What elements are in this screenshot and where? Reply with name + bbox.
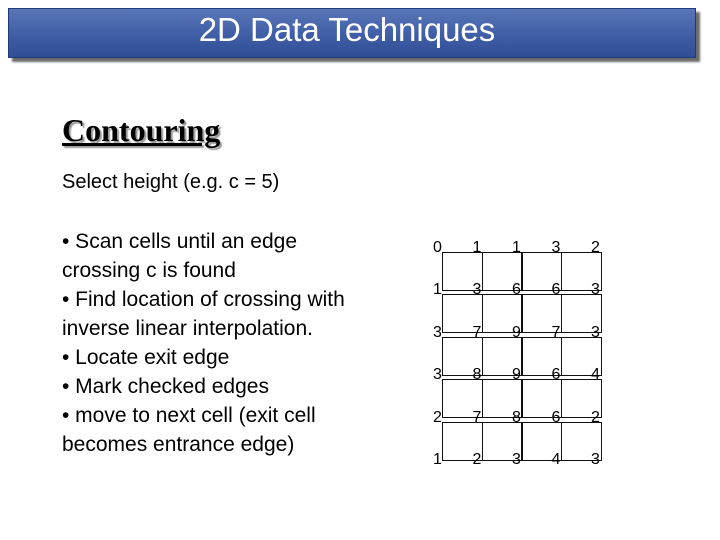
grid-value: 1 xyxy=(433,282,473,324)
grid-value: 7 xyxy=(552,325,592,367)
section-heading: Contouring xyxy=(62,112,221,148)
grid-value: 9 xyxy=(512,367,552,409)
grid-value: 7 xyxy=(473,325,513,367)
bullet-list xyxy=(62,227,362,459)
grid-value: 4 xyxy=(551,450,561,468)
slide-title: 2D Data Techniques xyxy=(198,11,496,48)
grid-value: 3 xyxy=(433,367,473,409)
grid-value: 1 xyxy=(433,450,442,468)
grid-value: 7 xyxy=(473,410,513,452)
grid-value: 8 xyxy=(512,410,552,452)
grid-value: 3 xyxy=(591,450,600,468)
grid-value: 9 xyxy=(512,325,552,367)
bullet-item: • Mark checked edges xyxy=(62,375,269,398)
subtitle-text: Select height (e.g. c = 5) xyxy=(62,171,280,193)
grid-value: 3 xyxy=(552,240,592,282)
grid-value: 0 xyxy=(433,240,473,282)
bullet-item: • Scan cells until an edge crossing c is found xyxy=(62,230,297,282)
grid-value: 1 xyxy=(473,240,513,282)
bullet-item: • Find location of crossing with inverse linear interpolation. xyxy=(62,288,345,340)
grid-value: 6 xyxy=(552,410,592,452)
grid-value: 4 xyxy=(591,366,600,384)
grid-value: 3 xyxy=(591,323,600,341)
grid-value: 1 xyxy=(512,240,552,282)
grid-value: 6 xyxy=(552,367,592,409)
grid-value: 8 xyxy=(473,367,513,409)
grid-value: 2 xyxy=(472,450,482,468)
grid-value: 6 xyxy=(512,282,552,324)
grid-value: 3 xyxy=(591,281,600,299)
grid-value: 3 xyxy=(512,450,521,468)
value-grid xyxy=(433,240,631,494)
bullet-item: • Locate exit edge xyxy=(62,346,230,369)
grid-value: 6 xyxy=(552,282,592,324)
bullet-item: • move to next cell (exit cell becomes entrance edge) xyxy=(62,404,316,456)
grid-value: 2 xyxy=(433,410,473,452)
grid-value: 3 xyxy=(473,282,513,324)
grid-value: 2 xyxy=(591,408,600,426)
grid-value: 3 xyxy=(433,325,473,367)
grid-value: 2 xyxy=(591,239,600,256)
